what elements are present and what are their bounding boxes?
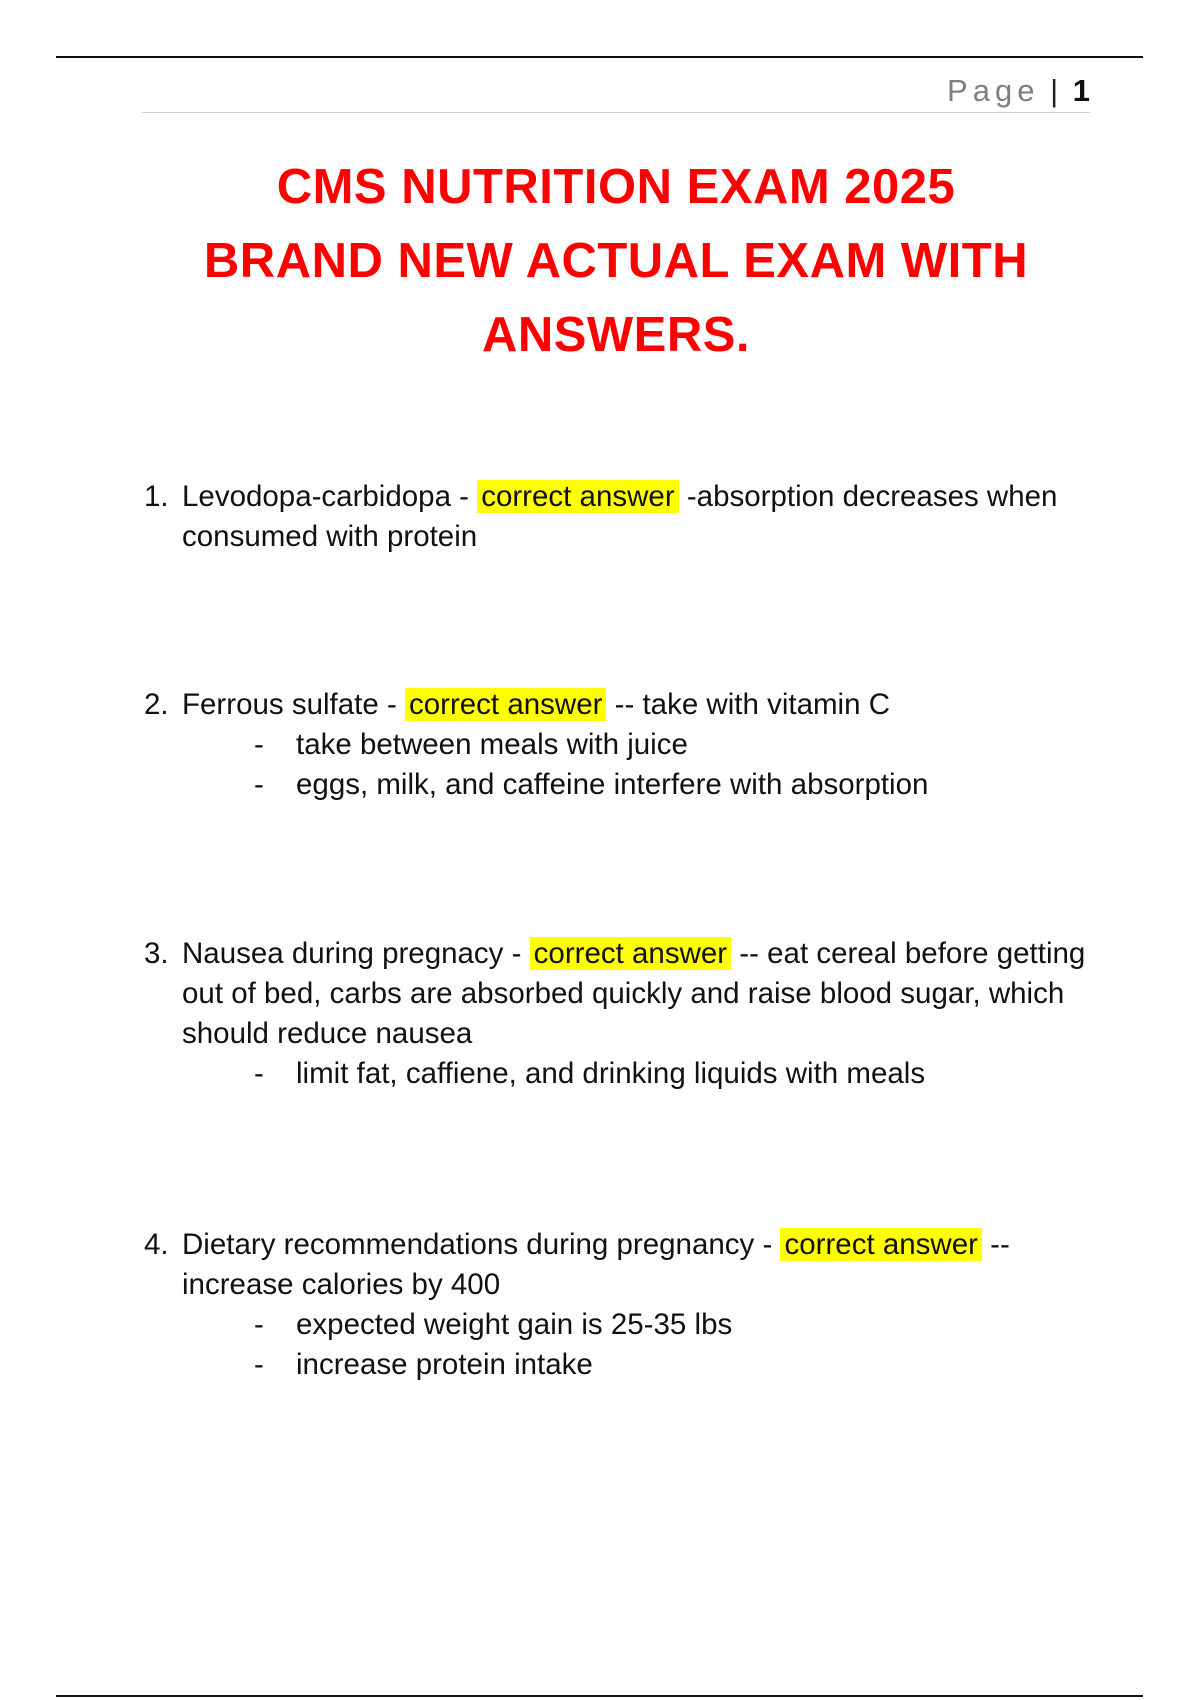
sub-item-dash: - [254,1348,264,1381]
top-rule [56,56,1143,58]
item-question: Dietary recommendations during pregnancy - [182,1228,781,1261]
correct-answer-highlight: correct answer [530,937,731,970]
title-line-3: ANSWERS. [481,308,751,362]
item-text [182,1225,1094,1305]
sub-item-text: eggs, milk, and caffeine interfere with absorption [296,768,929,801]
item-question: Ferrous sulfate - [182,688,405,721]
item-text [182,685,1094,725]
correct-answer-highlight: correct answer [405,688,606,721]
sub-item [144,1305,1094,1345]
sub-item-text: expected weight gain is 25-35 lbs [296,1308,733,1341]
item-number: 3. [144,937,169,970]
document-title [142,150,1090,372]
sub-item-text: increase protein intake [296,1348,593,1381]
sub-item-text: take between meals with juice [296,728,688,761]
sub-item-dash: - [254,1308,264,1341]
question-item-4 [144,1225,1094,1385]
title-line-2: BRAND NEW ACTUAL EXAM WITH [203,234,1029,288]
item-number: 2. [144,688,169,721]
item-answer: -- eat cereal before getting out of bed, carbs are absorbed quickly and raise blood sugar, which should reduce nausea [182,937,1086,1050]
item-number: 1. [144,480,169,513]
correct-answer-highlight: correct answer [780,1228,981,1261]
question-item-2 [144,685,1094,805]
page-label: Page [947,73,1040,108]
sub-item [144,725,1094,765]
item-answer: -absorption decreases when consumed with protein [182,480,1058,553]
sub-item-dash: - [254,728,264,761]
item-answer: -- increase calories by 400 [182,1228,1010,1301]
sub-item [144,1054,1094,1094]
item-text [182,477,1094,557]
item-question: Levodopa-carbidopa - [182,480,478,513]
item-text [182,934,1094,1054]
page-number: 1 [1072,73,1090,108]
item-question: Nausea during pregnacy - [182,937,530,970]
page-separator: | [1050,73,1059,108]
sub-item [144,1345,1094,1385]
sub-item [144,765,1094,805]
question-item-3 [144,934,1094,1094]
sub-item-dash: - [254,768,264,801]
page-header [142,70,1090,113]
item-answer: -- take with vitamin C [606,688,891,721]
item-number: 4. [144,1228,169,1261]
title-line-1: CMS NUTRITION EXAM 2025 [276,160,956,214]
sub-item-dash: - [254,1057,264,1090]
correct-answer-highlight: correct answer [477,480,678,513]
question-item-1 [144,477,1094,557]
sub-item-text: limit fat, caffiene, and drinking liquids with meals [296,1057,926,1090]
bottom-rule [56,1695,1143,1697]
